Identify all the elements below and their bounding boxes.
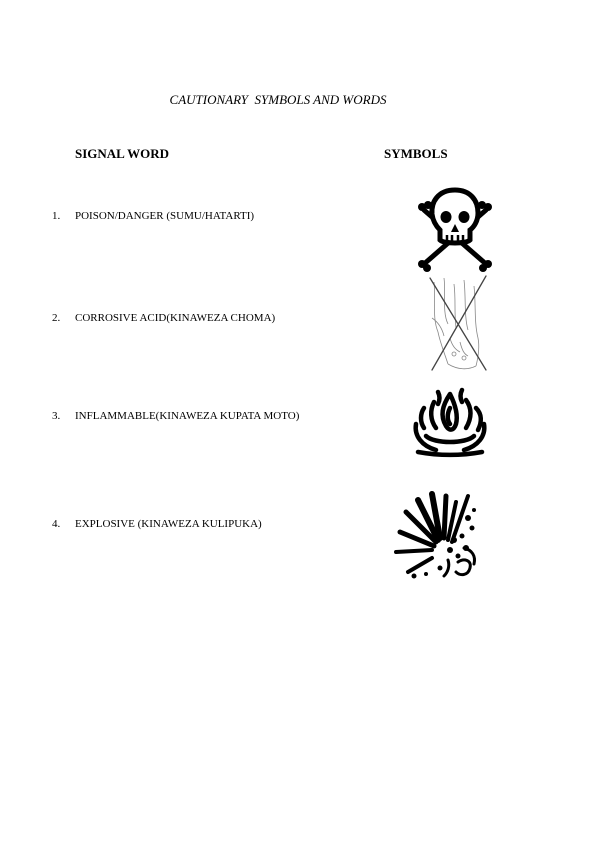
signal-word: CORROSIVE ACID(KINAWEZA CHOMA) xyxy=(75,312,276,324)
flame-icon xyxy=(410,384,490,458)
explosion-icon xyxy=(392,488,484,582)
item-number: 2. xyxy=(52,312,61,324)
signal-word: INFLAMMABLE(KINAWEZA KUPATA MOTO) xyxy=(75,410,300,422)
page-title: CAUTIONARY SYMBOLS AND WORDS xyxy=(169,92,387,107)
corrosive-hand-icon xyxy=(424,272,494,374)
signal-word: POISON/DANGER (SUMU/HATARTI) xyxy=(75,210,255,222)
signal-word-header: SIGNAL WORD xyxy=(75,146,170,161)
item-number: 1. xyxy=(52,210,61,222)
item-number: 4. xyxy=(52,518,61,530)
item-number: 3. xyxy=(52,410,61,422)
skull-crossbones-icon xyxy=(414,184,496,272)
symbols-header: SYMBOLS xyxy=(384,146,448,161)
signal-word: EXPLOSIVE (KINAWEZA KULIPUKA) xyxy=(75,518,262,530)
